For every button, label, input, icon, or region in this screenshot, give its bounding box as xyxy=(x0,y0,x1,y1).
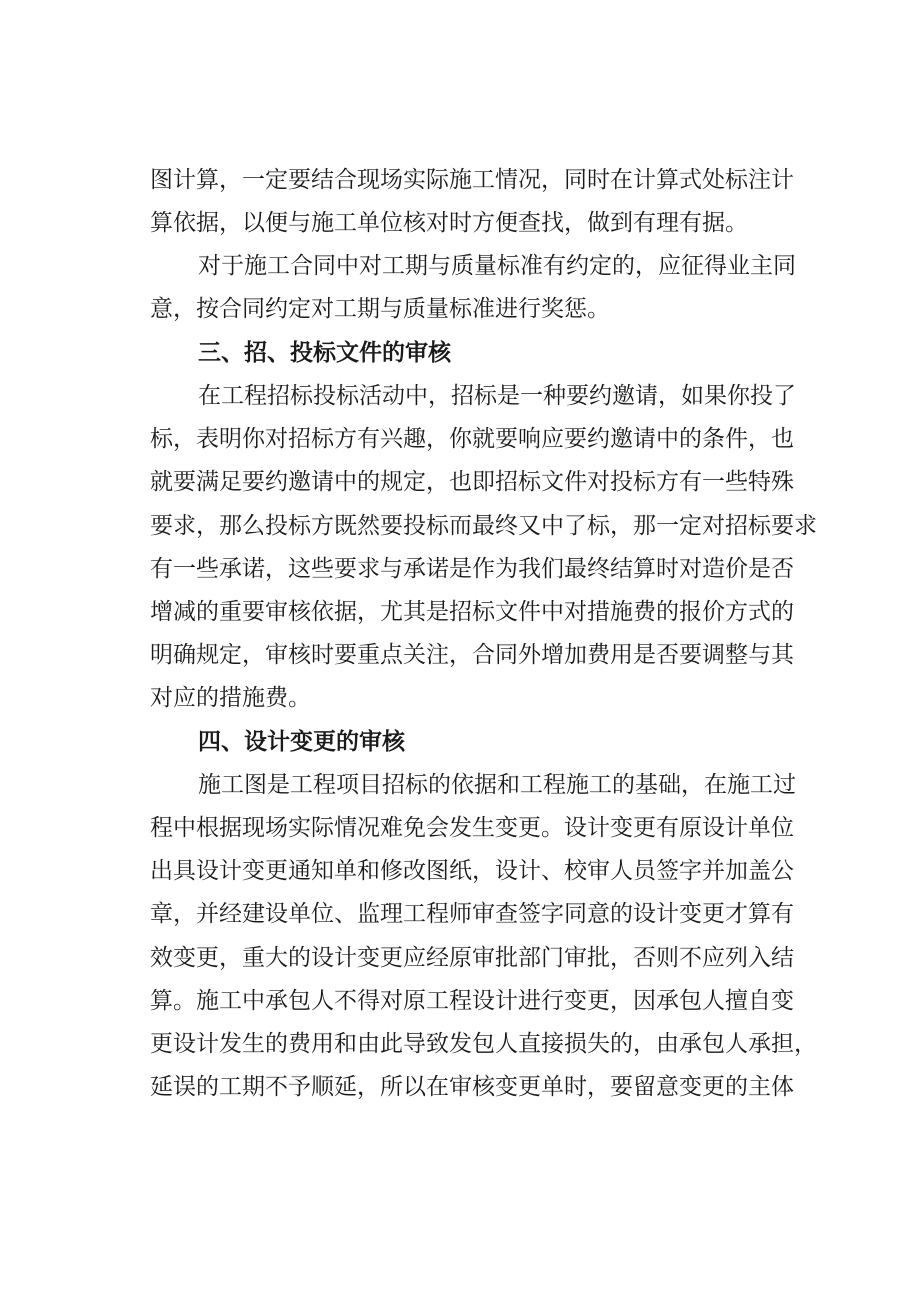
paragraph-line: 更设计发生的费用和由此导致发包人直接损失的，由承包人承担， xyxy=(150,1031,817,1057)
paragraph-line: 标，表明你对招标方有兴趣，你就要响应要约邀请中的条件，也 xyxy=(150,426,794,452)
paragraph-line: 效变更，重大的设计变更应经原审批部门审批，否则不应列入结 xyxy=(150,945,794,971)
paragraph-line: 对应的措施费。 xyxy=(150,685,311,711)
paragraph-line: 对于施工合同中对工期与质量标准有约定的，应征得业主同 xyxy=(198,253,796,279)
paragraph-line: 章，并经建设单位、监理工程师审查签字同意的设计变更才算有 xyxy=(150,901,794,927)
paragraph-line: 算。施工中承包人不得对原工程设计进行变更，因承包人擅自变 xyxy=(150,988,794,1014)
paragraph-line: 出具设计变更通知单和修改图纸，设计、校审人员签字并加盖公 xyxy=(150,858,794,884)
paragraph-line: 意，按合同约定对工期与质量标准进行奖惩。 xyxy=(150,296,610,322)
section-heading: 三、招、投标文件的审核 xyxy=(198,340,451,366)
paragraph-line: 增减的重要审核依据，尤其是招标文件中对措施费的报价方式的 xyxy=(150,599,794,625)
paragraph-line: 在工程招标投标活动中，招标是一种要约邀请，如果你投了 xyxy=(198,383,796,409)
paragraph-line: 施工图是工程项目招标的依据和工程施工的基础，在施工过 xyxy=(198,772,796,798)
paragraph-line: 算依据，以便与施工单位核对时方便查找，做到有理有据。 xyxy=(150,210,748,236)
paragraph-line: 要求，那么投标方既然要投标而最终又中了标，那一定对招标要求 xyxy=(150,513,817,539)
paragraph-line: 图计算，一定要结合现场实际施工情况，同时在计算式处标注计 xyxy=(150,167,794,193)
paragraph-line: 延误的工期不予顺延，所以在审核变更单时，要留意变更的主体 xyxy=(150,1074,794,1100)
paragraph-line: 程中根据现场实际情况难免会发生变更。设计变更有原设计单位 xyxy=(150,815,794,841)
paragraph-line: 明确规定，审核时要重点关注，合同外增加费用是否要调整与其 xyxy=(150,642,794,668)
paragraph-line: 就要满足要约邀请中的规定，也即招标文件对投标方有一些特殊 xyxy=(150,469,794,495)
section-heading: 四、设计变更的审核 xyxy=(198,729,405,755)
paragraph-line: 有一些承诺，这些要求与承诺是作为我们最终结算时对造价是否 xyxy=(150,556,794,582)
